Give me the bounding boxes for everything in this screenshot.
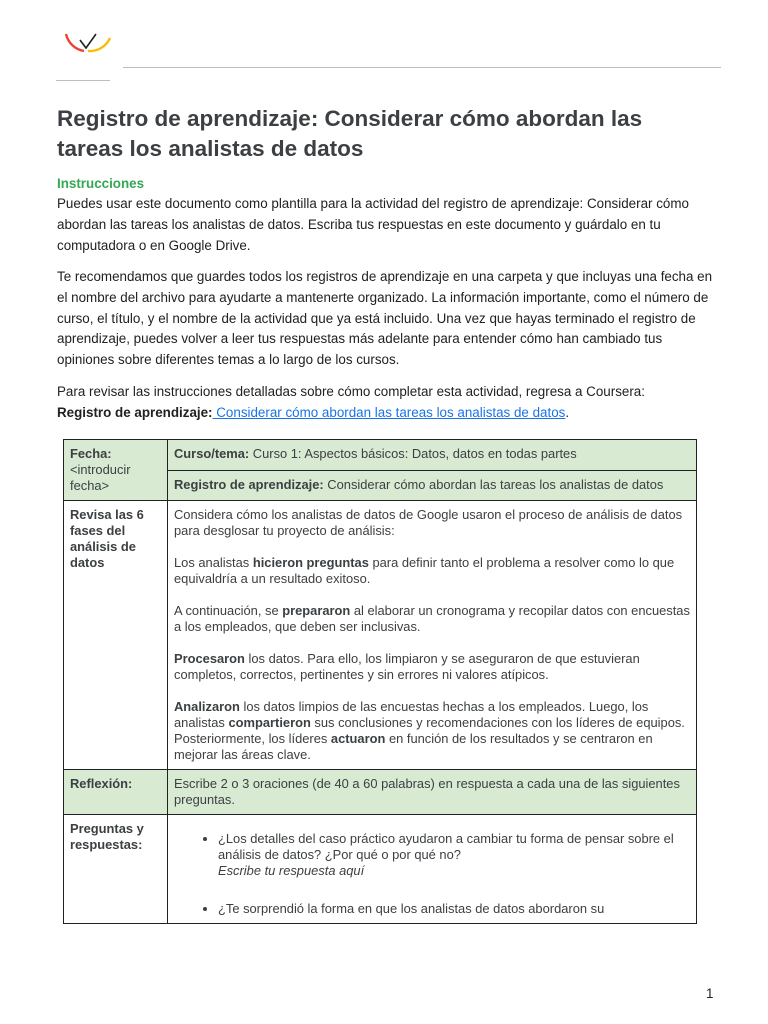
- qa-label-cell: [64, 815, 168, 924]
- table-row: [64, 501, 697, 770]
- question-item: [218, 831, 690, 879]
- page-title: Registro de aprendizaje: Considerar cómo abordan las tareas los analistas de datos: [57, 106, 643, 161]
- phases-intro: Considera cómo los analistas de datos de Google usaron el proceso de análisis de datos para desglosar tu proyecto de análisis:: [174, 507, 683, 538]
- phase-ask-bold: hicieron preguntas: [252, 555, 369, 570]
- date-label: Fecha:: [70, 446, 112, 461]
- reflection-label: Reflexión:: [70, 776, 133, 791]
- qa-content-cell: [168, 815, 697, 924]
- phase-prepare-bold: prepararon: [282, 603, 351, 618]
- log-value: Considerar cómo abordan las tareas los analistas de datos: [323, 476, 664, 492]
- question-1: ¿Los detalles del caso práctico ayudaron a cambiar tu forma de pensar sobre el análisis de datos? ¿Por qué o por qué no?: [218, 831, 674, 862]
- page-number: 1: [706, 986, 714, 1001]
- activity-link[interactable]: Considerar cómo abordan las tareas los analistas de datos: [212, 404, 566, 420]
- phase-analyze: [174, 699, 690, 763]
- phases-label: Revisa las 6 fases del análisis de datos: [70, 507, 144, 570]
- phase-act-bold: actuaron: [330, 731, 386, 746]
- coursera-instructions-text: Para revisar las instrucciones detalladas sobre cómo completar esta actividad, regresa a Coursera:: [57, 384, 645, 399]
- phase-share-bold: compartieron: [228, 715, 311, 730]
- reflection-text: Escribe 2 o 3 oraciones (de 40 a 60 palabras) en respuesta a cada una de las siguientes preguntas.: [174, 776, 680, 807]
- answer-field[interactable]: Escribe tu respuesta aquí: [218, 863, 365, 878]
- phase-process: [174, 651, 690, 683]
- table-row: [64, 815, 697, 924]
- phase-analyze-mid2: sus conclusiones y recomendaciones con los líderes de equipos. Posteriormente, los líderes: [174, 715, 685, 746]
- phase-process-post: los datos. Para ello, los limpiaron y se aseguraron de que estuvieran completos, correctos, pertinentes y sin errores ni valores atípicos.: [174, 651, 640, 682]
- period: .: [565, 404, 570, 420]
- learning-log-table: [63, 439, 697, 924]
- course-cell: [168, 440, 697, 471]
- phases-label-cell: [64, 501, 168, 770]
- phase-ask-pre: Los analistas: [174, 555, 253, 570]
- reflection-label-cell: [64, 770, 168, 815]
- question-2: ¿Te sorprendió la forma en que los analistas de datos abordaron su: [218, 901, 605, 916]
- header-divider-short: [56, 80, 110, 81]
- phase-ask: [174, 555, 690, 587]
- phase-ask-post: para definir tanto el problema a resolver como lo que equivaldría a un resultado exitoso.: [174, 555, 675, 586]
- phase-analyze-bold: Analizaron: [174, 699, 240, 714]
- instructions-paragraph-1: Puedes usar este documento como plantilla para la actividad del registro de aprendizaje: Considerar cómo abordan las tareas los analistas de datos. Escriba tus respuestas en este documento y guárdalo en tu computadora o en Google Drive.: [57, 196, 689, 253]
- course-value: Curso 1: Aspectos básicos: Datos, datos en todas partes: [249, 446, 577, 461]
- instructions-heading: Instrucciones: [57, 176, 145, 191]
- questions-list: [174, 831, 690, 917]
- course-label: Curso/tema:: [174, 446, 250, 461]
- phases-content-cell: [168, 501, 697, 770]
- reflection-text-cell: [168, 770, 697, 815]
- phase-analyze-mid1: los datos limpios de las encuestas hechas a los empleados. Luego, los analistas: [174, 699, 649, 730]
- phase-process-bold: Procesaron: [174, 651, 245, 666]
- question-item: [218, 901, 690, 917]
- phase-analyze-post: en función de los resultados y se centraron en mejorar las áreas clave.: [174, 731, 653, 762]
- table-row: [64, 770, 697, 815]
- date-value[interactable]: <introducir fecha>: [70, 462, 131, 493]
- phase-prepare-post: al elaborar un cronograma y recopilar datos con encuestas a los empleados, que deben ser inclusivas.: [174, 603, 690, 634]
- phase-prepare-pre: A continuación, se: [174, 603, 283, 618]
- log-cell: [168, 470, 697, 501]
- date-cell: [64, 440, 168, 501]
- header-divider-long: [123, 67, 721, 68]
- table-row: [64, 440, 697, 471]
- log-label: Registro de aprendizaje:: [174, 476, 324, 492]
- instructions-paragraph-3: [57, 382, 717, 424]
- instructions-paragraph-2: Te recomendamos que guardes todos los registros de aprendizaje en una carpeta y que incluyas una fecha en el nombre del archivo para ayudarte a mantenerte organizado. La información importante, como el número de curso, el título, y el nombre de la actividad que ya está incluido. Una vez que hayas terminado el registro de aprendizaje, puedes volver a leer tus respuestas más adelante para entender cómo han cambiado tus opiniones sobre diferentes temas a lo largo de los cursos.: [57, 269, 713, 368]
- activity-label: Registro de aprendizaje:: [57, 404, 213, 420]
- qa-label: Preguntas y respuestas:: [70, 821, 144, 852]
- brand-arc-logo-icon: [62, 24, 118, 58]
- phase-prepare: [174, 603, 690, 635]
